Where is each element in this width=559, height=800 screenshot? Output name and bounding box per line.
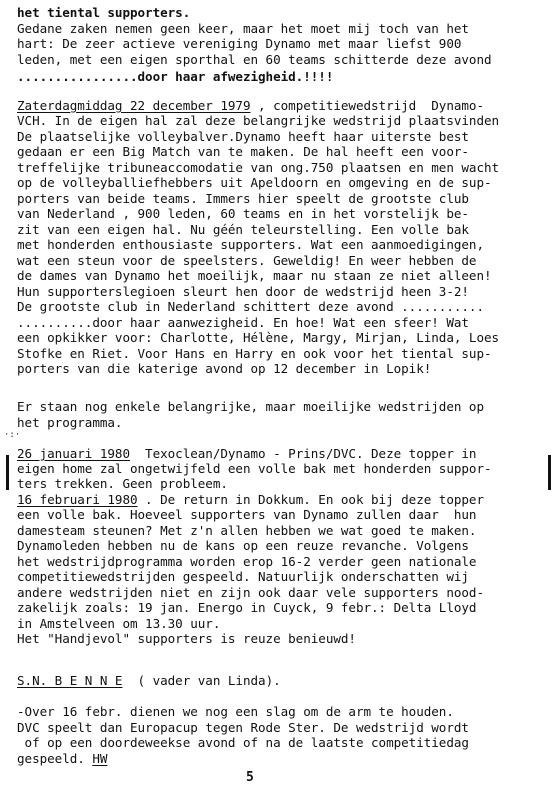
underlined-heading: 16 februari 1980 (17, 492, 138, 507)
text-line: VCH. In de eigen hal zal deze belangrijke wedstrijd plaatsvinden (17, 113, 500, 128)
text-line: 26 januari 1980 Texoclean/Dynamo - Prins/DVC. Deze topper in (17, 446, 477, 461)
text-line: de dames van Dynamo het moeilijk, maar nu staan ze niet alleen! (17, 268, 492, 283)
text-line: porters van die katerige avond op 12 december in Lopik! (17, 361, 432, 376)
margin-bar-right (548, 455, 551, 490)
underlined-heading: Zaterdagmiddag 22 december 1979 (17, 98, 251, 113)
text-line: ..........door haar aanwezigheid. En hoe! Wat een sfeer! Wat (17, 315, 469, 330)
text-line: 16 februari 1980 . De return in Dokkum. En ook bij deze topper (17, 492, 484, 507)
text-line: Er staan nog enkele belangrijke, maar moeilijke wedstrijden op (17, 399, 484, 414)
text-line: het programma. (17, 415, 123, 430)
underlined-heading: 26 januari 1980 (17, 446, 130, 461)
scan-smudge: ·:· (4, 430, 21, 440)
text-line: DVC speelt dan Europacup tegen Rode Ster. De wedstrijd wordt (17, 720, 469, 735)
text-line: competitiewedstrijden gespeeld. Natuurlijk onderschatten wij (17, 569, 469, 584)
text-line: of op een doordeweekse avond of na de laatste competitiedag (17, 735, 469, 750)
text-line: gedaan er een Big Match van te maken. De hal heeft een voor- (17, 144, 469, 159)
page-number: 5 (246, 770, 254, 785)
text-line: andere wedstrijden niet en zijn ook daar vele supporters nood- (17, 585, 484, 600)
text-line: een opkikker voor: Charlotte, Hélène, Margy, Mirjan, Linda, Loes (17, 330, 500, 345)
text-line: gespeeld. HW (17, 751, 108, 766)
text-line: ters trekken. Geen probleem. (17, 476, 228, 491)
text-line: in Amstelveen om 13.30 uur. (17, 616, 221, 631)
text-line: zit van een eigen hal. Nu géén teleurstelling. Een volle bak (17, 222, 469, 237)
text-line: het tiental supporters. (17, 5, 191, 20)
text-line: wat een steun voor de speelsters. Geweldig! En weer hebben de (17, 253, 477, 268)
text-line: De plaatselijke volleybalver.Dynamo heeft haar uiterste best (17, 129, 469, 144)
text-line: het wedstrijdprogramma worden erop 16-2 verder geen nationale (17, 554, 477, 569)
text-line: porters van beide teams. Immers hier speelt de grootste club (17, 191, 469, 206)
text-line: leden, met een eigen sporthal en 60 teams schitterde deze avond (17, 52, 492, 67)
text-line: S.N. B E N N E ( vader van Linda). (17, 673, 281, 688)
text-line: De grootste club in Nederland schittert deze avond ........... (17, 299, 484, 314)
underlined-heading: HW (92, 751, 108, 766)
text-line: met honderden enthousiaste supporters. Wat een aanmoedigingen, (17, 237, 484, 252)
text-line: treffelijke tribuneaccomodatie van ong.750 plaatsen en men wacht (17, 160, 500, 175)
underlined-heading: S.N. B E N N E (17, 673, 123, 688)
text-line: Het "Handjevol" supporters is reuze benieuwd! (17, 631, 356, 646)
text-line: damesteam steunen? Met z'n allen hebben we wat goed te maken. (17, 523, 477, 538)
text-line: -Over 16 febr. dienen we nog een slag om de arm te houden. (17, 704, 454, 719)
text-line: Dynamoleden hebben nu de kans op een reuze revanche. Volgens (17, 538, 469, 553)
text-line: Stofke en Riet. Voor Hans en Harry en ook voor het tiental sup- (17, 346, 492, 361)
text-line: Zaterdagmiddag 22 december 1979 , competitiewedstrijd Dynamo- (17, 98, 484, 113)
margin-bar-left (6, 455, 9, 490)
text-line: Hun supporterslegioen sleurt hen door de wedstrijd heen 3-2! (17, 284, 469, 299)
text-line: zakelijk zoals: 19 jan. Energo in Cuyck, 9 febr.: Delta Lloyd (17, 600, 477, 615)
text-line: eigen home zal ongetwijfeld een volle bak met honderden suppor- (17, 461, 492, 476)
text-line: ................door haar afwezigheid.!!!! (17, 69, 334, 84)
text-line: op de volleyballiefhebbers uit Apeldoorn en omgeving en de sup- (17, 175, 492, 190)
text-line: Gedane zaken nemen geen keer, maar het moet mij toch van het (17, 21, 469, 36)
text-line: hart: De zeer actieve vereniging Dynamo met maar liefst 900 (17, 36, 462, 51)
text-line: een volle bak. Hoeveel supporters van Dynamo zullen daar hun (17, 507, 477, 522)
text-line: van Nederland , 900 leden, 60 teams en in het vorstelijk be- (17, 206, 469, 221)
